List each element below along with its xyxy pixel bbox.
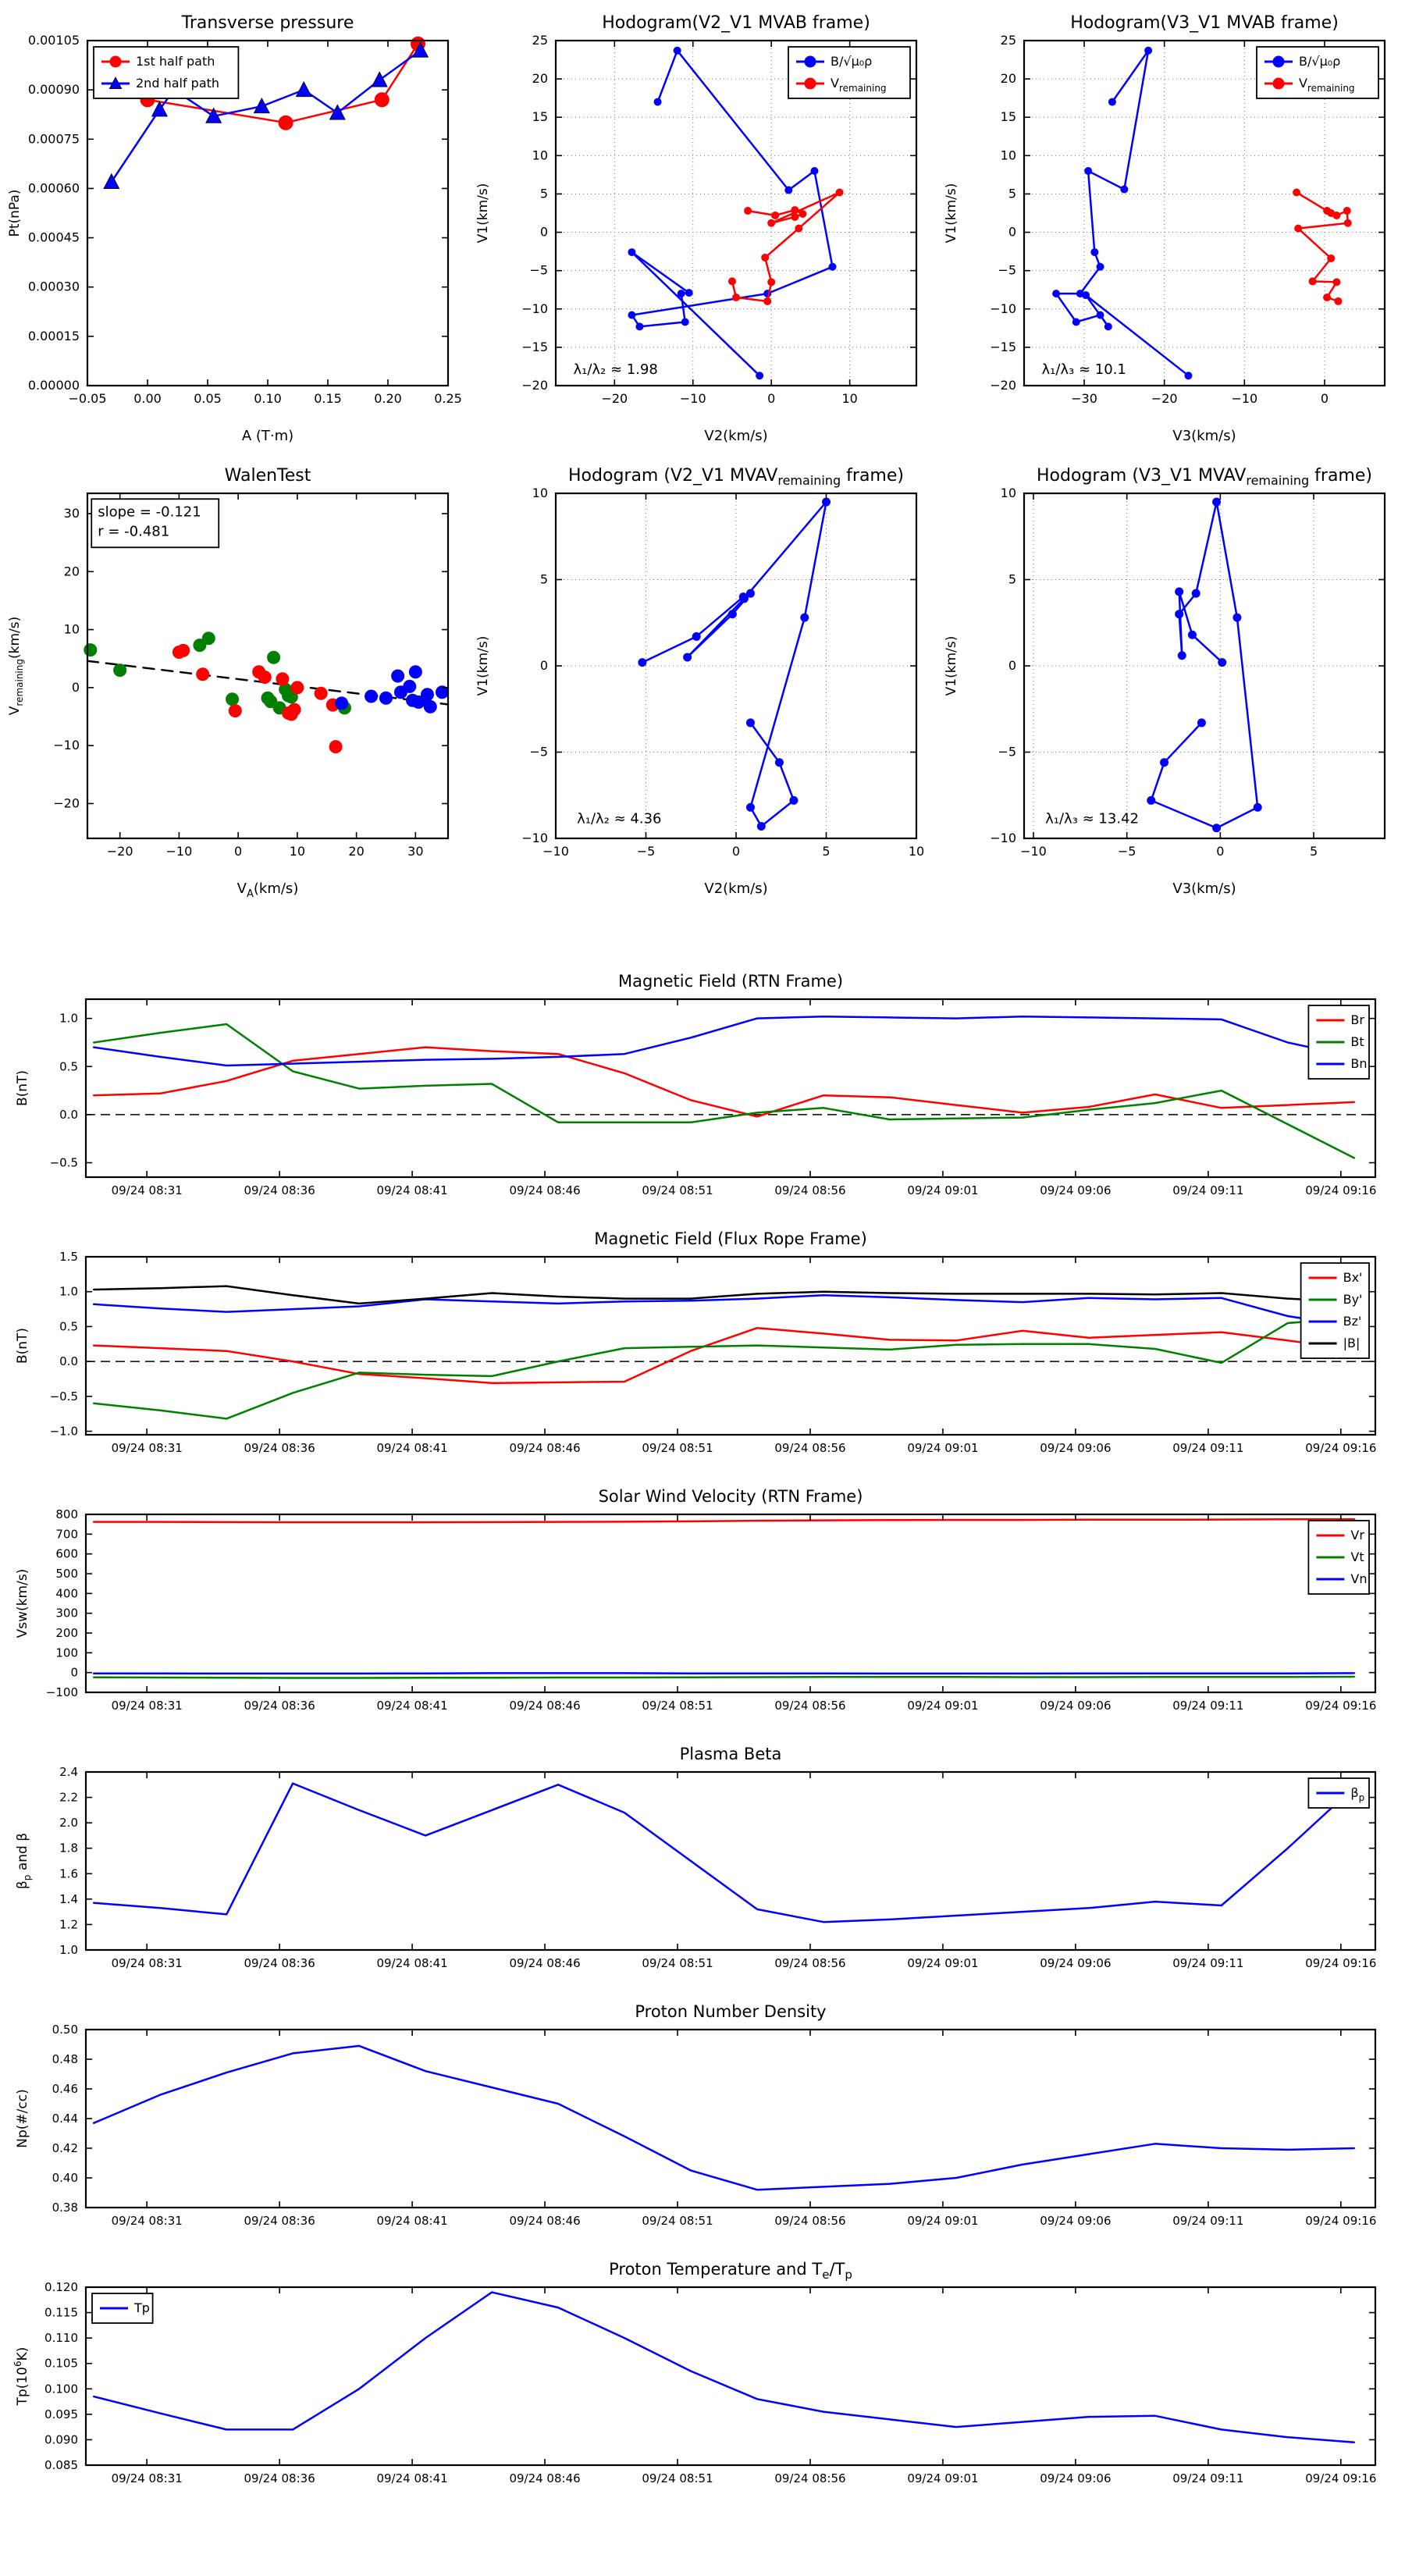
svg-text:Vr: Vr [1350, 1528, 1364, 1542]
svg-text:10: 10 [841, 391, 858, 406]
svg-text:−100: −100 [45, 1685, 78, 1699]
svg-text:−10: −10 [990, 301, 1016, 316]
svg-text:5: 5 [539, 571, 548, 587]
svg-text:B/√μ₀ρ: B/√μ₀ρ [831, 54, 873, 69]
svg-text:0.0: 0.0 [59, 1107, 78, 1122]
svg-text:WalenTest: WalenTest [224, 466, 311, 486]
plot-hodogram-v3v1-mvab [937, 0, 1405, 453]
svg-text:B(nT): B(nT) [15, 1327, 30, 1364]
svg-text:1st half path: 1st half path [136, 54, 215, 69]
svg-text:By': By' [1343, 1292, 1363, 1307]
svg-text:Plasma Beta: Plasma Beta [679, 1745, 782, 1763]
time-series-stack [0, 960, 1405, 2506]
svg-text:−10: −10 [1020, 844, 1047, 859]
svg-text:09/24 08:36: 09/24 08:36 [244, 2214, 315, 2228]
plot-magnetic-field-rtn [8, 960, 1405, 1218]
svg-text:0: 0 [767, 391, 776, 406]
svg-text:0: 0 [71, 679, 80, 695]
svg-text:V3(km/s): V3(km/s) [1172, 881, 1236, 897]
svg-text:300: 300 [55, 1606, 78, 1621]
svg-text:1.8: 1.8 [59, 1841, 78, 1856]
svg-text:slope = -0.121: slope = -0.121 [98, 503, 201, 521]
svg-text:Hodogram (V2_V1 MVAVremaining: Hodogram (V2_V1 $MVAV_{remaining}$ frame) [568, 466, 904, 488]
svg-text:Vremaining: $V_{remaining}$ [831, 76, 887, 94]
svg-text:λ₁/λ₂ ≈ 1.98: λ₁/λ₂ ≈ 1.98 [573, 361, 658, 379]
svg-text:0.00105: 0.00105 [27, 33, 80, 48]
svg-text:09/24 08:46: 09/24 08:46 [509, 1441, 581, 1455]
walen-test-chart [0, 453, 468, 906]
svg-text:09/24 08:41: 09/24 08:41 [376, 1183, 448, 1197]
svg-text:09/24 08:36: 09/24 08:36 [244, 2471, 315, 2485]
svg-text:1.0: 1.0 [59, 1284, 78, 1299]
svg-text:0.20: 0.20 [374, 391, 402, 406]
svg-text:09/24 08:56: 09/24 08:56 [774, 2471, 846, 2485]
magnetic-field-rtn-chart [8, 960, 1397, 1218]
svg-text:0.100: 0.100 [44, 2382, 78, 2396]
solar-wind-velocity-chart [8, 1475, 1397, 1733]
svg-text:−5: −5 [529, 262, 548, 278]
svg-text:5: 5 [539, 186, 548, 201]
svg-text:λ₁/λ₃ ≈ 13.42: λ₁/λ₃ ≈ 13.42 [1045, 810, 1139, 827]
svg-text:Tp: Tp [134, 2300, 150, 2315]
svg-text:|B|: |B| [1343, 1336, 1361, 1350]
svg-text:20: 20 [63, 564, 80, 579]
plot-hodogram-v3v1-mvav [937, 453, 1405, 906]
svg-text:10: 10 [289, 844, 306, 859]
svg-text:Tp(106K): $Tp(10^6K)$ [12, 2347, 30, 2406]
svg-text:09/24 09:01: 09/24 09:01 [907, 1699, 979, 1713]
proton-number-density-chart [8, 1991, 1397, 2248]
svg-text:−20: −20 [1151, 391, 1178, 406]
svg-text:0.00075: 0.00075 [27, 131, 80, 147]
svg-text:09/24 08:51: 09/24 08:51 [642, 1441, 713, 1455]
svg-text:09/24 09:06: 09/24 09:06 [1040, 2214, 1112, 2228]
hodogram-v2v1-mvab-chart [468, 0, 937, 453]
svg-text:0.50: 0.50 [52, 2023, 78, 2037]
svg-text:Hodogram(V2_V1 MVAB frame): Hodogram(V2_V1 MVAB frame) [602, 13, 870, 33]
svg-text:−10: −10 [165, 844, 193, 859]
svg-text:09/24 09:06: 09/24 09:06 [1040, 2471, 1112, 2485]
transverse-pressure-chart [0, 0, 468, 453]
svg-text:V1(km/s): V1(km/s) [944, 183, 959, 244]
svg-text:0.00060: 0.00060 [27, 180, 80, 196]
svg-text:09/24 08:46: 09/24 08:46 [509, 1699, 581, 1713]
top-plot-grid [0, 0, 1405, 906]
svg-text:700: 700 [55, 1527, 78, 1542]
svg-text:0: 0 [234, 844, 243, 859]
proton-temperature-chart [8, 2248, 1397, 2506]
svg-text:−10: −10 [521, 301, 548, 316]
svg-text:09/24 09:01: 09/24 09:01 [907, 1956, 979, 1970]
svg-text:09/24 08:41: 09/24 08:41 [376, 2214, 448, 2228]
svg-text:09/24 09:06: 09/24 09:06 [1040, 1699, 1112, 1713]
svg-text:0.44: 0.44 [52, 2112, 78, 2126]
svg-text:Vremaining(km/s): $V_{remaining}(km/s)$ [7, 616, 25, 716]
svg-text:09/24 08:36: 09/24 08:36 [244, 1699, 315, 1713]
svg-text:1.0: 1.0 [59, 1943, 78, 1957]
svg-text:−1.0: −1.0 [49, 1424, 78, 1439]
svg-text:09/24 09:01: 09/24 09:01 [907, 1441, 979, 1455]
svg-text:09/24 08:51: 09/24 08:51 [642, 1699, 713, 1713]
svg-text:−15: −15 [521, 339, 548, 354]
hodogram-v3v1-mvav-chart [937, 453, 1405, 906]
svg-text:09/24 09:16: 09/24 09:16 [1305, 1183, 1377, 1197]
plot-walen-test [0, 453, 468, 906]
svg-text:09/24 09:16: 09/24 09:16 [1305, 2214, 1377, 2228]
svg-text:−10: −10 [990, 831, 1016, 845]
svg-text:09/24 09:01: 09/24 09:01 [907, 2214, 979, 2228]
svg-text:λ₁/λ₂ ≈ 4.36: λ₁/λ₂ ≈ 4.36 [577, 810, 662, 827]
svg-text:−10: −10 [542, 844, 569, 859]
svg-text:25: 25 [1000, 33, 1016, 48]
svg-text:09/24 08:46: 09/24 08:46 [509, 1183, 581, 1197]
svg-text:09/24 08:41: 09/24 08:41 [376, 2471, 448, 2485]
svg-text:−5: −5 [998, 744, 1016, 760]
svg-text:Solar Wind Velocity (RTN Frame: Solar Wind Velocity (RTN Frame) [598, 1487, 863, 1506]
svg-text:10: 10 [908, 844, 925, 859]
svg-text:0.00030: 0.00030 [27, 279, 80, 294]
svg-text:09/24 09:11: 09/24 09:11 [1172, 1956, 1244, 1970]
svg-text:1.0: 1.0 [59, 1011, 78, 1026]
svg-text:09/24 08:51: 09/24 08:51 [642, 2471, 713, 2485]
svg-text:09/24 08:31: 09/24 08:31 [111, 1956, 183, 1970]
svg-text:Proton Number Density: Proton Number Density [635, 2002, 827, 2021]
svg-text:09/24 09:16: 09/24 09:16 [1305, 2471, 1377, 2485]
svg-text:V2(km/s): V2(km/s) [704, 428, 768, 444]
svg-text:0.0: 0.0 [59, 1354, 78, 1369]
svg-text:09/24 09:11: 09/24 09:11 [1172, 1441, 1244, 1455]
svg-text:09/24 08:36: 09/24 08:36 [244, 1956, 315, 1970]
plot-magnetic-field-flux-rope [8, 1218, 1405, 1475]
svg-text:0.42: 0.42 [52, 2141, 78, 2155]
svg-text:2nd half path: 2nd half path [136, 76, 220, 91]
svg-text:09/24 09:11: 09/24 09:11 [1172, 2214, 1244, 2228]
svg-text:0: 0 [1008, 224, 1016, 240]
svg-text:09/24 08:41: 09/24 08:41 [376, 1441, 448, 1455]
svg-text:0.085: 0.085 [44, 2458, 78, 2472]
svg-text:09/24 08:31: 09/24 08:31 [111, 1441, 183, 1455]
svg-text:0.25: 0.25 [434, 391, 462, 406]
svg-text:5: 5 [1309, 844, 1318, 859]
svg-text:09/24 09:16: 09/24 09:16 [1305, 1699, 1377, 1713]
svg-text:−20: −20 [990, 378, 1016, 393]
svg-text:0.05: 0.05 [194, 391, 222, 406]
svg-text:2.4: 2.4 [59, 1765, 78, 1779]
svg-text:0.38: 0.38 [52, 2201, 78, 2215]
svg-text:09/24 08:51: 09/24 08:51 [642, 1956, 713, 1970]
svg-text:09/24 08:31: 09/24 08:31 [111, 1699, 183, 1713]
svg-text:−10: −10 [53, 738, 80, 753]
svg-text:−15: −15 [990, 339, 1016, 354]
svg-text:09/24 09:11: 09/24 09:11 [1172, 1699, 1244, 1713]
svg-text:10: 10 [532, 486, 548, 500]
svg-text:200: 200 [55, 1626, 78, 1640]
svg-text:500: 500 [55, 1567, 78, 1581]
magnetic-field-flux-rope-chart [8, 1218, 1397, 1475]
svg-text:Proton Temperature and Te/Tp: Proton Temperature and $T_e/T_p$ [609, 2260, 852, 2282]
svg-text:0.00015: 0.00015 [27, 328, 80, 343]
svg-text:09/24 08:56: 09/24 08:56 [774, 1956, 846, 1970]
svg-text:09/24 09:11: 09/24 09:11 [1172, 1183, 1244, 1197]
plot-hodogram-v2v1-mvab [468, 0, 937, 453]
svg-text:09/24 08:36: 09/24 08:36 [244, 1183, 315, 1197]
svg-text:Vremaining: $V_{remaining}$ [1299, 76, 1355, 94]
svg-text:VA(km/s): $V_A(km/s)$ [237, 881, 299, 900]
svg-text:Bz': Bz' [1343, 1314, 1362, 1329]
svg-text:Vt: Vt [1350, 1550, 1364, 1564]
svg-text:Np(#/cc): Np(#/cc) [15, 2089, 30, 2148]
svg-text:09/24 09:06: 09/24 09:06 [1040, 1183, 1112, 1197]
svg-text:−20: −20 [106, 844, 133, 859]
svg-text:1.6: 1.6 [59, 1866, 78, 1881]
svg-text:−0.05: −0.05 [68, 391, 107, 406]
svg-text:0.10: 0.10 [254, 391, 282, 406]
svg-text:09/24 08:41: 09/24 08:41 [376, 1956, 448, 1970]
svg-text:V1(km/s): V1(km/s) [475, 635, 491, 696]
svg-text:V3(km/s): V3(km/s) [1172, 428, 1236, 444]
svg-text:0.095: 0.095 [44, 2407, 78, 2421]
svg-text:Magnetic Field (Flux Rope Fram: Magnetic Field (Flux Rope Frame) [594, 1229, 867, 1248]
hodogram-v2v1-mvav-chart [468, 453, 937, 906]
svg-text:09/24 08:51: 09/24 08:51 [642, 2214, 713, 2228]
svg-text:V2(km/s): V2(km/s) [704, 881, 768, 897]
plot-proton-number-density [8, 1991, 1405, 2248]
svg-text:−10: −10 [521, 831, 548, 845]
svg-text:Bx': Bx' [1343, 1270, 1363, 1285]
svg-text:0.40: 0.40 [52, 2171, 78, 2185]
svg-text:−20: −20 [53, 795, 80, 811]
svg-text:30: 30 [407, 844, 424, 859]
svg-text:09/24 08:56: 09/24 08:56 [774, 1183, 846, 1197]
svg-text:15: 15 [532, 109, 548, 125]
svg-text:0.105: 0.105 [44, 2356, 78, 2371]
svg-text:A (T·m): A (T·m) [241, 428, 294, 444]
svg-text:0: 0 [70, 1665, 78, 1680]
svg-text:09/24 08:46: 09/24 08:46 [509, 2214, 581, 2228]
svg-text:20: 20 [1000, 71, 1016, 87]
svg-text:09/24 09:01: 09/24 09:01 [907, 1183, 979, 1197]
svg-text:10: 10 [1000, 486, 1016, 500]
hodogram-v3v1-mvab-chart [937, 0, 1405, 453]
svg-text:100: 100 [55, 1646, 78, 1660]
svg-text:09/24 08:56: 09/24 08:56 [774, 1699, 846, 1713]
svg-text:Hodogram (V3_V1 MVAVremaining: Hodogram (V3_V1 $MVAV_{remaining}$ frame) [1037, 466, 1372, 488]
svg-text:Magnetic Field (RTN Frame): Magnetic Field (RTN Frame) [617, 972, 844, 991]
svg-text:B(nT): B(nT) [15, 1069, 30, 1107]
svg-text:0: 0 [1216, 844, 1225, 859]
svg-text:0: 0 [1320, 391, 1329, 406]
svg-text:2.0: 2.0 [59, 1816, 78, 1831]
svg-text:Br: Br [1350, 1012, 1364, 1027]
svg-text:10: 10 [532, 148, 548, 163]
svg-text:09/24 08:56: 09/24 08:56 [774, 2214, 846, 2228]
svg-text:0.115: 0.115 [44, 2305, 78, 2320]
svg-text:0.15: 0.15 [314, 391, 342, 406]
svg-text:0.00000: 0.00000 [27, 378, 80, 393]
svg-text:−10: −10 [679, 391, 706, 406]
plot-proton-temperature [8, 2248, 1405, 2506]
svg-text:−5: −5 [1117, 844, 1136, 859]
svg-text:09/24 08:41: 09/24 08:41 [376, 1699, 448, 1713]
svg-text:30: 30 [63, 506, 80, 521]
svg-text:10: 10 [63, 621, 80, 637]
svg-text:−20: −20 [521, 378, 548, 393]
svg-text:0: 0 [539, 658, 548, 673]
svg-text:0.5: 0.5 [59, 1059, 78, 1074]
plasma-beta-chart [8, 1733, 1397, 1991]
svg-text:−5: −5 [636, 844, 656, 859]
svg-text:V1(km/s): V1(km/s) [475, 183, 491, 244]
svg-text:βp and β: $\beta_p$ and β [15, 1832, 33, 1890]
svg-text:0: 0 [731, 844, 741, 859]
svg-text:5: 5 [1008, 186, 1016, 201]
svg-text:−5: −5 [529, 744, 548, 760]
svg-text:0.120: 0.120 [44, 2280, 78, 2294]
svg-text:09/24 09:16: 09/24 09:16 [1305, 1956, 1377, 1970]
svg-text:0: 0 [539, 224, 548, 240]
svg-text:Vn: Vn [1350, 1571, 1368, 1586]
svg-text:−0.5: −0.5 [49, 1389, 78, 1404]
svg-text:−30: −30 [1071, 391, 1097, 406]
svg-text:800: 800 [55, 1507, 78, 1521]
svg-text:20: 20 [348, 844, 365, 859]
svg-text:400: 400 [55, 1586, 78, 1601]
svg-text:0: 0 [1008, 658, 1016, 673]
svg-text:0.090: 0.090 [44, 2432, 78, 2447]
plot-plasma-beta [8, 1733, 1405, 1991]
svg-text:B/√μ₀ρ: B/√μ₀ρ [1299, 54, 1341, 69]
svg-text:Bt: Bt [1350, 1034, 1364, 1049]
svg-text:1.5: 1.5 [59, 1250, 78, 1264]
svg-text:09/24 08:31: 09/24 08:31 [111, 2214, 183, 2228]
svg-text:0.5: 0.5 [59, 1319, 78, 1334]
svg-text:1.4: 1.4 [59, 1891, 78, 1906]
svg-text:V1(km/s): V1(km/s) [944, 635, 959, 696]
svg-text:600: 600 [55, 1546, 78, 1561]
svg-text:λ₁/λ₃ ≈ 10.1: λ₁/λ₃ ≈ 10.1 [1041, 361, 1126, 379]
plot-solar-wind-velocity [8, 1475, 1405, 1733]
svg-text:09/24 09:06: 09/24 09:06 [1040, 1441, 1112, 1455]
svg-text:0.00045: 0.00045 [27, 229, 80, 245]
svg-text:09/24 09:01: 09/24 09:01 [907, 2471, 979, 2485]
svg-text:09/24 08:51: 09/24 08:51 [642, 1183, 713, 1197]
svg-text:r = -0.481: r = -0.481 [98, 523, 170, 540]
svg-text:0.48: 0.48 [52, 2052, 78, 2066]
svg-text:09/24 08:31: 09/24 08:31 [111, 2471, 183, 2485]
svg-text:20: 20 [532, 71, 548, 87]
svg-text:−5: −5 [998, 262, 1016, 278]
svg-text:Hodogram(V3_V1 MVAB frame): Hodogram(V3_V1 MVAB frame) [1070, 13, 1339, 33]
svg-text:5: 5 [822, 844, 831, 859]
svg-text:10: 10 [1000, 148, 1016, 163]
svg-text:−0.5: −0.5 [49, 1155, 78, 1170]
svg-text:−20: −20 [601, 391, 628, 406]
svg-text:Bn: Bn [1350, 1056, 1368, 1071]
svg-text:−10: −10 [1231, 391, 1258, 406]
plot-hodogram-v2v1-mvav [468, 453, 937, 906]
svg-text:09/24 08:56: 09/24 08:56 [774, 1441, 846, 1455]
svg-text:15: 15 [1000, 109, 1016, 125]
svg-text:5: 5 [1008, 571, 1016, 587]
svg-text:09/24 08:36: 09/24 08:36 [244, 1441, 315, 1455]
plot-transverse-pressure [0, 0, 468, 453]
svg-text:0.110: 0.110 [44, 2331, 78, 2346]
svg-text:0.46: 0.46 [52, 2082, 78, 2096]
svg-text:2.2: 2.2 [59, 1790, 78, 1805]
svg-text:Transverse pressure: Transverse pressure [181, 13, 354, 33]
svg-text:Vsw(km/s): Vsw(km/s) [15, 1568, 30, 1638]
svg-text:1.2: 1.2 [59, 1917, 78, 1932]
svg-text:09/24 08:46: 09/24 08:46 [509, 1956, 581, 1970]
svg-text:Pt(nPa): Pt(nPa) [7, 189, 23, 237]
svg-text:βp: $\beta_p$ [1350, 1785, 1365, 1803]
svg-text:09/24 09:11: 09/24 09:11 [1172, 2471, 1244, 2485]
svg-text:0.00: 0.00 [133, 391, 162, 406]
svg-text:09/24 08:31: 09/24 08:31 [111, 1183, 183, 1197]
svg-text:0.00090: 0.00090 [27, 82, 80, 98]
svg-text:09/24 09:16: 09/24 09:16 [1305, 1441, 1377, 1455]
svg-text:09/24 09:06: 09/24 09:06 [1040, 1956, 1112, 1970]
svg-text:09/24 08:46: 09/24 08:46 [509, 2471, 581, 2485]
svg-text:25: 25 [532, 33, 548, 48]
